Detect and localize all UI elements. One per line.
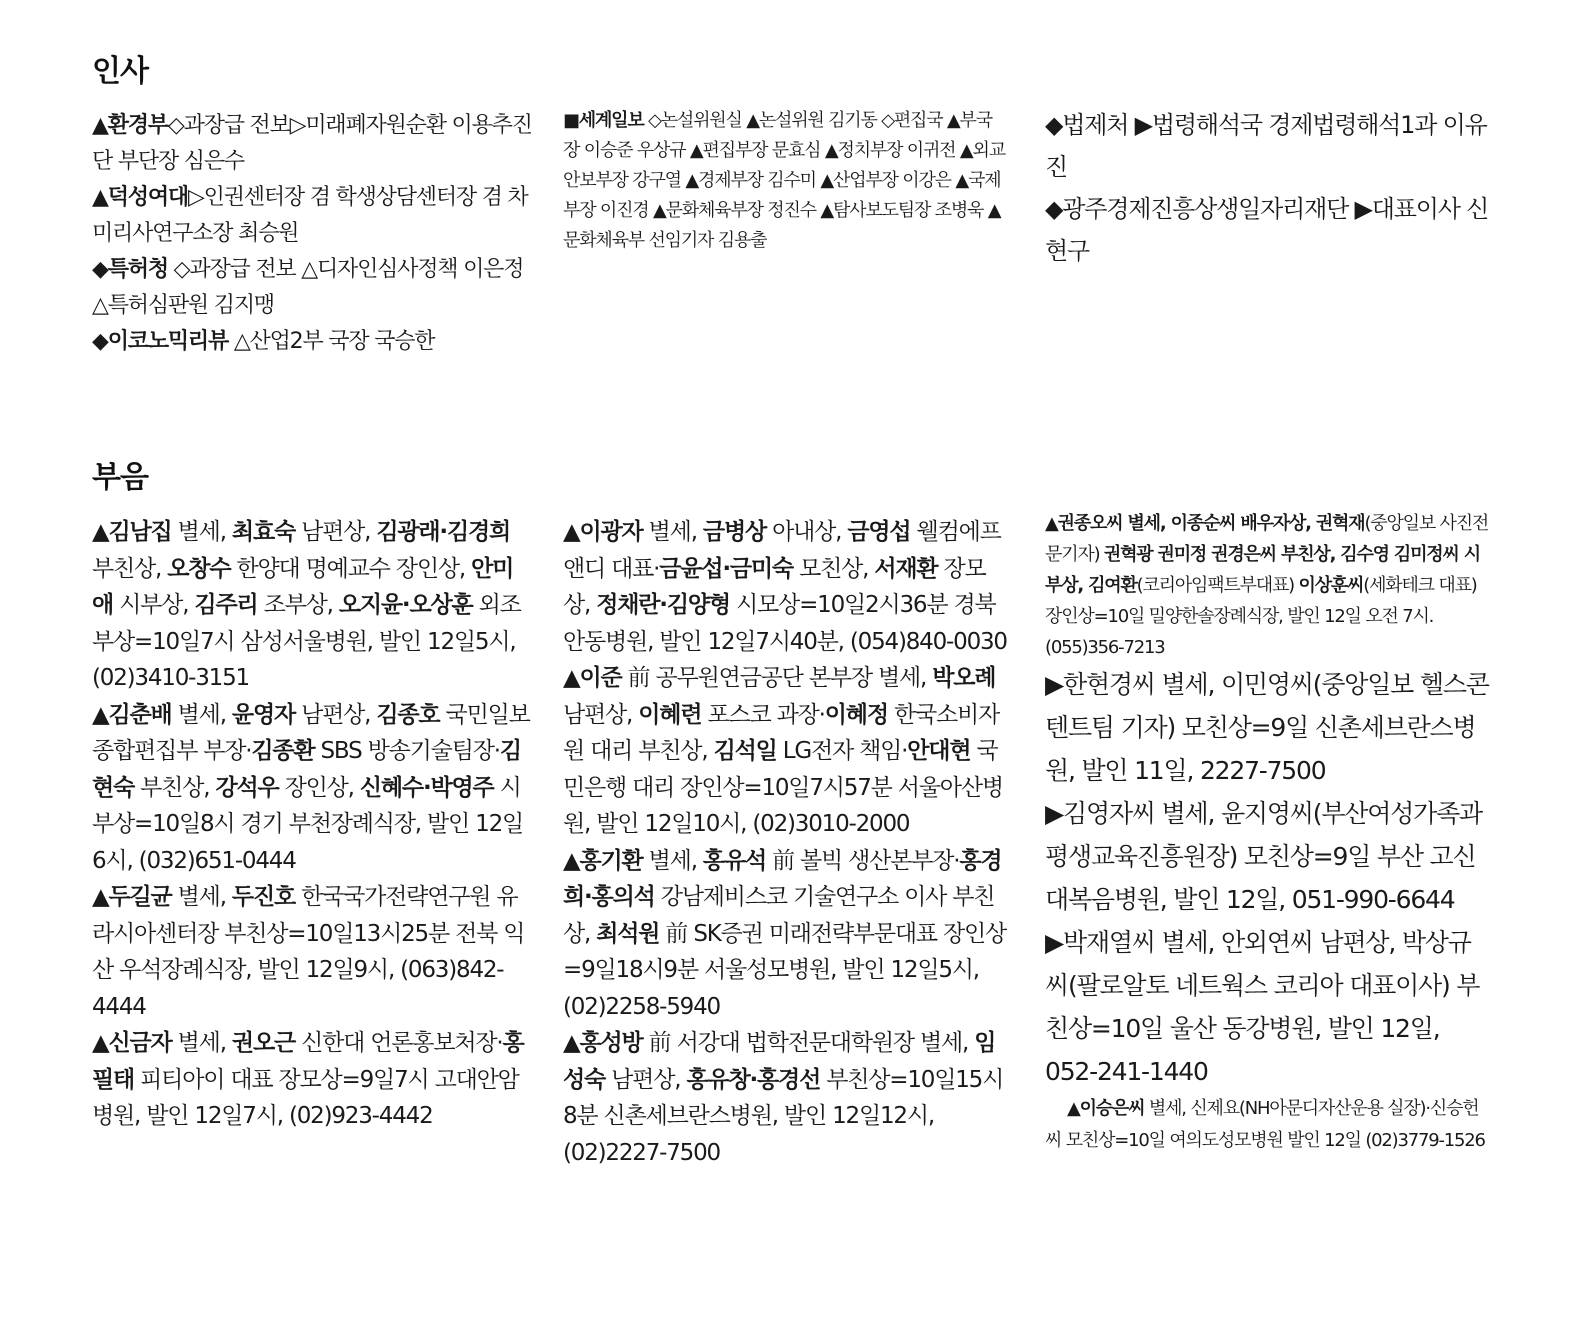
text-run: 장인상, — [278, 774, 360, 801]
text-run: 최효숙 — [231, 519, 295, 545]
obituary-entry — [563, 843, 1008, 1026]
section-heading-obituaries: 부음 — [92, 460, 148, 495]
text-run: ▲권종오씨 — [1045, 513, 1123, 534]
section-heading-personnel: 인사 — [92, 54, 148, 89]
text-run: 최석원 — [596, 920, 660, 947]
entry-text: ◇논설위원실 ▲논설위원 김기동 ◇편집국 ▲부국장 이승준 우상규 ▲편집부장 문효심 ▲정치부장 이귀전 ▲외교안보부장 강구열 ▲경제부장 김수미 ▲산업부장 이강은 ▲국제부장 이진경 ▲문화체육부장 정진수 ▲탐사보도팀장 조병욱 ▲문화체육부 선임기자 김용출 — [563, 110, 1005, 251]
text-run: 홍유창·홍경선 — [686, 1066, 821, 1093]
obituary-entry — [1045, 1093, 1490, 1157]
text-run: (중앙일보 사진전문기자) — [1045, 513, 1489, 565]
text-run: ▲김춘배 — [92, 701, 172, 728]
text-run: 부친상, — [134, 774, 216, 801]
text-run: 피티아이 대표 장모상=9일7시 고대안암병원, 발인 12일7시, (02)923-4442 — [92, 1066, 519, 1129]
entry-text: ▷인권센터장 겸 학생상담센터장 겸 차미리사연구소장 최승원 — [92, 185, 528, 246]
obituary-entry — [1045, 508, 1490, 663]
text-run: 권혁광 권미정 권경은씨 — [1103, 544, 1276, 565]
obituary-column-1 — [92, 514, 532, 1135]
text-run: 별세, — [1122, 513, 1171, 534]
text-run: 금윤섭·금미숙 — [659, 555, 793, 582]
personnel-entry — [92, 180, 532, 252]
text-run: 오창수 — [167, 555, 231, 582]
text-run: 김주리 — [194, 592, 258, 618]
text-run: 이종순씨 — [1170, 513, 1236, 534]
text-run: 한국국가전략연구원 유라시아센터장 부친상=10일13시25분 전북 익산 우석장례식장, 발인 12일9시, (063)842-4444 — [92, 884, 525, 1020]
text-run: ▲이광자 — [563, 519, 643, 545]
text-run: 별세, 신제요(NH아문디자산운용 실장)·신승헌씨 모친상=10일 여의도성모병원 발인 12일 (02)3779-1526 — [1045, 1098, 1485, 1151]
text-run: ▲이준 — [563, 665, 622, 691]
text-run: 조부상, — [257, 592, 339, 618]
text-run: 두진호 — [231, 884, 295, 910]
personnel-entry — [563, 106, 1008, 256]
text-run: 국민일보 종합편집부 부장· — [92, 701, 530, 764]
text-run: 강석우 — [215, 774, 279, 801]
entry-text: 법제처 ▶법령해석국 경제법령해석1과 이유진 — [1045, 111, 1487, 181]
entry-text: 광주경제진흥상생일자리재단 ▶대표이사 신현구 — [1045, 195, 1489, 265]
text-run: ▲이승은씨 — [1067, 1098, 1145, 1119]
text-run: 모친상, — [792, 555, 875, 582]
personnel-entry — [92, 252, 532, 324]
text-run: 한국소비자원 대리 부친상, — [563, 701, 1000, 764]
personnel-column-1 — [92, 108, 532, 360]
text-run: 김종호 — [376, 701, 440, 728]
text-run: 이상훈씨 — [1298, 575, 1364, 596]
org-name: ◆특허청 — [92, 257, 168, 282]
text-run: 시부상, — [113, 592, 195, 618]
text-run: 별세, — [171, 701, 232, 728]
text-run: (세화테크 대표) 장인상=10일 밀양한솔장례식장, 발인 12일 오전 7시. (055)356-7213 — [1045, 575, 1477, 658]
text-run: 남편상, — [605, 1066, 687, 1093]
text-run: 김현숙 — [92, 738, 521, 801]
diamond-bullet: ◆ — [1045, 111, 1063, 139]
obituary-entry — [92, 697, 532, 880]
text-run: 이혜정 — [824, 701, 888, 728]
text-run: ▲두길균 — [92, 884, 172, 910]
text-run: 별세, — [171, 884, 232, 910]
text-run: 김수영 김미정씨 — [1340, 544, 1459, 565]
text-run: 오지윤·오상훈 — [338, 592, 473, 618]
text-run: 남편상, — [294, 701, 377, 728]
diamond-bullet: ◆ — [1045, 195, 1063, 223]
text-run: 김종환 — [251, 738, 315, 764]
org-name: ▲덕성여대 — [92, 185, 188, 210]
text-run: ▲신금자 — [92, 1030, 172, 1056]
text-run: LG전자 책임· — [776, 738, 908, 764]
entry-text: ◇과장급 전보 △디자인심사정책 이은정 △특허심판원 김지맹 — [92, 257, 524, 318]
entry-text: △산업2부 국장 국승한 — [228, 329, 435, 354]
text-run: 홍경희·홍의석 — [563, 847, 1002, 910]
text-run: SBS 방송기술팀장· — [314, 738, 500, 764]
text-run: 前 SK증권 미래전략부문대표 장인상=9일18시9분 서울성모병원, 발인 12일5시, (02)2258-5940 — [563, 920, 1007, 1020]
obituary-entry — [92, 879, 532, 1025]
text-run: 별세, — [171, 519, 232, 545]
text-run: 홍유석 — [702, 847, 766, 874]
text-run: 김여환 — [1088, 575, 1137, 596]
personnel-entry — [92, 108, 532, 180]
text-run: 권혁재 — [1315, 513, 1365, 534]
obituary-entry: ▶한현경씨 별세, 이민영씨(중앙일보 헬스콘텐트팀 기자) 모친상=9일 신촌세브란스병원, 발인 11일, 2227-7500 — [1045, 670, 1489, 785]
obituary-entry — [563, 660, 1008, 843]
obituary-column-3 — [1045, 508, 1490, 1157]
text-run: 임성숙 — [563, 1030, 996, 1093]
obituary-entry — [92, 514, 532, 697]
obituary-entry — [563, 514, 1008, 660]
text-run: 외조부상=10일7시 삼성서울병원, 발인 12일5시, (02)3410-3151 — [92, 592, 521, 691]
text-run: ▲홍성방 — [563, 1030, 643, 1056]
text-run: 한양대 명예교수 장인상, — [230, 555, 472, 582]
text-run: 박오례 — [932, 665, 996, 691]
text-run: 금영섭 — [847, 519, 911, 545]
obituary-column-2 — [563, 514, 1008, 1171]
text-run: 신혜수·박영주 — [359, 774, 494, 801]
text-run: 시부상=10일8시 경기 부천장례식장, 발인 12일6시, (032)651-0444 — [92, 774, 524, 874]
text-run: 홍필태 — [92, 1030, 524, 1093]
text-run: ▲김남집 — [92, 519, 172, 545]
obituary-entry — [563, 1025, 1008, 1171]
text-run: ▲홍기환 — [563, 847, 643, 874]
text-run: 별세, — [642, 847, 703, 874]
text-run: 안미애 — [92, 555, 514, 618]
text-run: 안대현 — [907, 738, 971, 764]
org-name: ◆이코노믹리뷰 — [92, 329, 229, 354]
text-run: 부친상, — [1275, 544, 1341, 565]
personnel-entry — [1045, 188, 1490, 272]
text-run: 강남제비스코 기술연구소 이사 부친상, — [563, 884, 995, 947]
obituary-entry: ▶박재열씨 별세, 안외연씨 남편상, 박상규씨(팔로알토 네트웍스 코리아 대표이사) 부친상=10일 울산 동강병원, 발인 12일, 052-241-1440 — [1045, 928, 1480, 1086]
text-run: 포스코 과장· — [701, 701, 825, 728]
personnel-column-2 — [563, 106, 1008, 256]
text-run: 김광래·김경희 — [376, 519, 511, 545]
personnel-column-3 — [1045, 104, 1490, 272]
text-run: 별세, — [171, 1030, 232, 1056]
text-run: 김석일 — [713, 738, 777, 764]
org-name: ■세계일보 — [563, 110, 644, 131]
text-run: 시모상=10일2시36분 경북 안동병원, 발인 12일7시40분, (054)840-0030 — [563, 592, 1007, 655]
text-run: 국민은행 대리 장인상=10일7시57분 서울아산병원, 발인 12일10시, (02)3010-2000 — [563, 738, 1003, 837]
text-run: 웰컴에프앤디 대표· — [563, 519, 1001, 582]
obituary-entry: ▶김영자씨 별세, 윤지영씨(부산여성가족과 평생교육진흥원장) 모친상=9일 부산 고신대복음병원, 발인 12일, 051-990-6644 — [1045, 799, 1482, 914]
text-run: 前 서강대 법학전문대학원장 별세, — [642, 1030, 975, 1056]
text-run: 배우자상, — [1235, 513, 1316, 534]
personnel-entry — [1045, 104, 1490, 188]
text-run: 남편상, — [563, 701, 639, 728]
text-run: 부친상, — [92, 555, 168, 582]
text-run: 정채란·김양형 — [596, 592, 730, 618]
personnel-entry — [92, 324, 532, 360]
text-run: 부친상=10일15시8분 신촌세브란스병원, 발인 12일12시, (02)2227-7500 — [563, 1066, 1004, 1166]
text-run: 이혜련 — [638, 701, 702, 728]
text-run: 권오근 — [231, 1030, 295, 1056]
text-run: 남편상, — [294, 519, 377, 545]
text-run: (코리아임팩트부대표) — [1136, 575, 1299, 596]
text-run: 신한대 언론홍보처장· — [294, 1030, 503, 1056]
obituary-entry — [92, 1025, 532, 1135]
text-run: 前 공무원연금공단 본부장 별세, — [621, 665, 933, 691]
text-run: 별세, — [642, 519, 703, 545]
text-run: 前 볼빅 생산본부장· — [765, 847, 960, 874]
text-run: 서재환 — [874, 555, 938, 582]
text-run: 아내상, — [765, 519, 848, 545]
entry-text: ◇과장급 전보▷미래폐자원순환 이용추진단 부단장 심은수 — [92, 113, 532, 174]
text-run: 장모상, — [563, 555, 986, 618]
org-name: ▲환경부 — [92, 113, 168, 138]
text-run: 윤영자 — [231, 701, 295, 728]
text-run: 금병상 — [702, 519, 766, 545]
text-run: 시부상, — [1045, 544, 1480, 596]
